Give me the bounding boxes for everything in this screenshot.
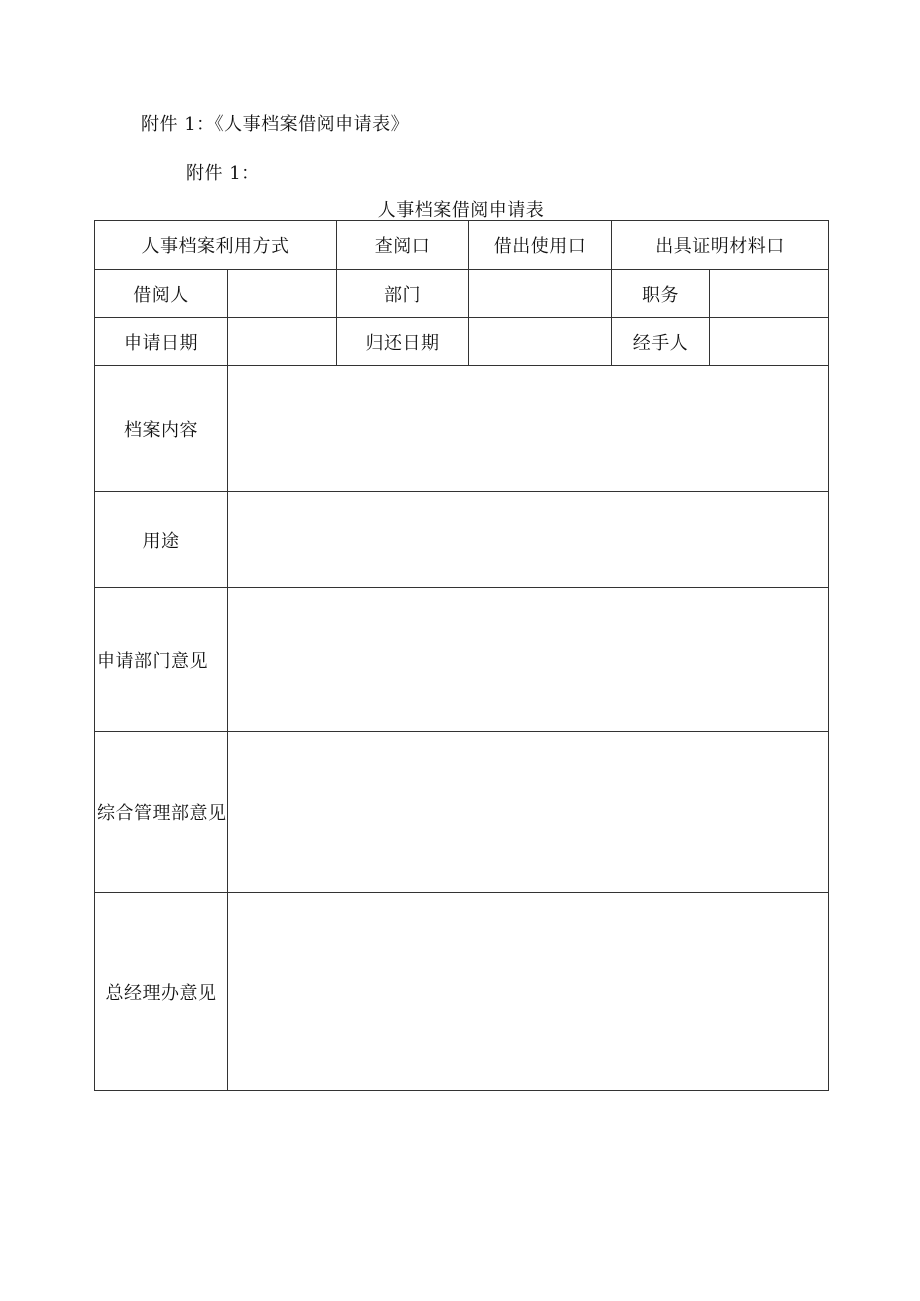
position-field[interactable] xyxy=(710,270,829,318)
usage-mode-label: 人事档案利用方式 xyxy=(95,221,337,270)
purpose-row xyxy=(95,492,829,588)
apply-date-label: 申请日期 xyxy=(95,318,228,366)
option-view-checkbox[interactable]: 查阅口 xyxy=(337,221,469,270)
general-mgmt-opinion-label: 综合管理部意见 xyxy=(95,732,228,893)
file-content-field[interactable] xyxy=(228,366,829,492)
purpose-field[interactable] xyxy=(228,492,829,588)
purpose-label: 用途 xyxy=(95,492,228,588)
file-content-row xyxy=(95,366,829,492)
gm-office-opinion-field[interactable] xyxy=(228,893,829,1091)
application-form-table xyxy=(94,220,829,1091)
borrower-row xyxy=(95,270,829,318)
usage-mode-row xyxy=(95,221,829,270)
handler-field[interactable] xyxy=(710,318,829,366)
general-mgmt-opinion-field[interactable] xyxy=(228,732,829,893)
form-title: 人事档案借阅申请表 xyxy=(377,200,545,221)
applicant-dept-opinion-row xyxy=(95,588,829,732)
return-date-label: 归还日期 xyxy=(337,318,469,366)
department-label: 部门 xyxy=(337,270,469,318)
position-label: 职务 xyxy=(612,270,710,318)
date-row xyxy=(95,318,829,366)
handler-label: 经手人 xyxy=(612,318,710,366)
attachment-label: 附件 1： xyxy=(186,163,260,184)
borrower-label: 借阅人 xyxy=(95,270,228,318)
general-mgmt-opinion-row xyxy=(95,732,829,893)
apply-date-field[interactable] xyxy=(228,318,337,366)
gm-office-opinion-label: 总经理办意见 xyxy=(95,893,228,1091)
applicant-dept-opinion-label: 申请部门意见 xyxy=(95,588,228,732)
borrower-field[interactable] xyxy=(228,270,337,318)
option-borrow-checkbox[interactable]: 借出使用口 xyxy=(469,221,612,270)
attachment-heading: 附件 1：《人事档案借阅申请表》 xyxy=(141,114,410,135)
applicant-dept-opinion-field[interactable] xyxy=(228,588,829,732)
department-field[interactable] xyxy=(469,270,612,318)
gm-office-opinion-row xyxy=(95,893,829,1091)
option-certificate-checkbox[interactable]: 出具证明材料口 xyxy=(612,221,829,270)
file-content-label: 档案内容 xyxy=(95,366,228,492)
return-date-field[interactable] xyxy=(469,318,612,366)
